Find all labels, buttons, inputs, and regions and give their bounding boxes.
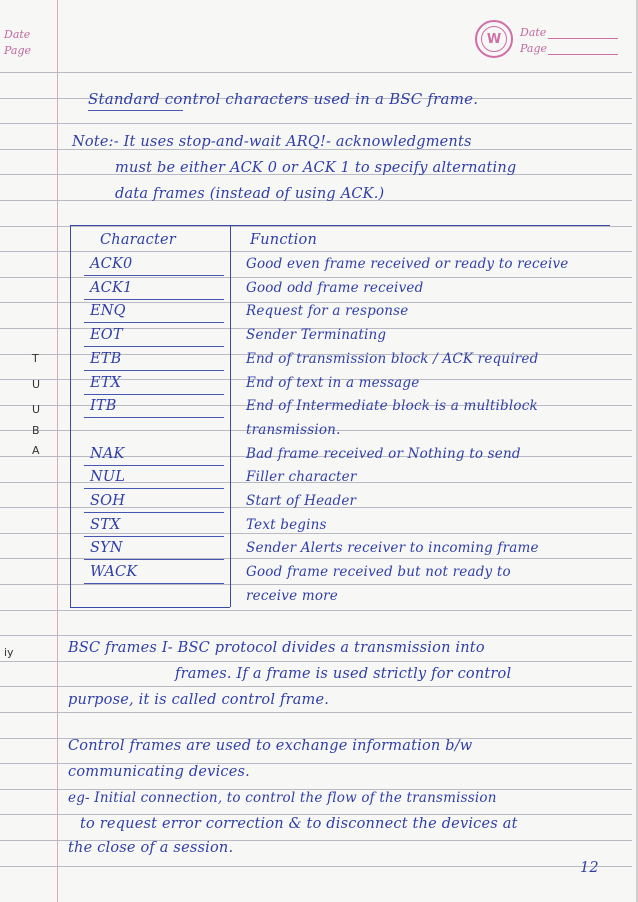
table-cell-function: transmission. — [246, 422, 341, 438]
character-row-underline — [84, 488, 224, 489]
table-top-border — [70, 225, 610, 226]
table-cell-function: End of text in a message — [246, 375, 420, 391]
table-cell-function: receive more — [246, 588, 338, 604]
table-cell-function: Good frame received but not ready to — [246, 564, 511, 580]
character-row-underline — [84, 583, 224, 584]
ruled-line — [0, 533, 632, 534]
page-heading: Standard control characters used in a BSC frame. — [88, 90, 479, 108]
character-row-underline — [84, 559, 224, 560]
table-cell-character: ETB — [90, 351, 122, 367]
table-cell-function: End of Intermediate block is a multiblock — [246, 398, 538, 414]
ruled-line — [0, 686, 632, 687]
table-cell-character: ETX — [90, 375, 122, 391]
table-cell-function: Good odd frame received — [246, 280, 424, 296]
table-bottom-border — [70, 607, 230, 608]
character-row-underline — [84, 275, 224, 276]
para2-line-4: to request error correction & to disconnect the devices at — [80, 816, 518, 832]
page-blank-line — [548, 54, 618, 55]
side-letter: U — [32, 403, 41, 416]
para2-line-2: communicating devices. — [68, 764, 250, 780]
ruled-line — [0, 72, 632, 73]
note-line-1: Note:- It uses stop-and-wait ARQ!- acknowledgments — [72, 134, 472, 150]
table-cell-character: STX — [90, 517, 121, 533]
ruled-line — [0, 712, 632, 713]
table-cell-function: Request for a response — [246, 303, 409, 319]
character-row-underline — [84, 299, 224, 300]
ruled-line — [0, 251, 632, 252]
table-cell-character: SYN — [90, 540, 123, 556]
para1-line-3: purpose, it is called control frame. — [68, 692, 330, 708]
heading-underline — [88, 110, 183, 111]
table-column-divider — [230, 225, 231, 607]
table-header-function: Function — [250, 232, 317, 248]
table-left-border — [70, 225, 71, 607]
ruled-line — [0, 584, 632, 585]
para1-line-1: BSC frames I- BSC protocol divides a transmission into — [68, 640, 485, 656]
table-cell-character: NAK — [90, 446, 125, 462]
table-cell-function: Filler character — [246, 469, 357, 485]
table-cell-character: ITB — [90, 398, 117, 414]
table-cell-character: ACK0 — [90, 256, 133, 272]
table-cell-function: Sender Alerts receiver to incoming frame — [246, 540, 539, 556]
table-cell-character: NUL — [90, 469, 126, 485]
side-letter: A — [32, 444, 40, 457]
table-cell-function: Bad frame received or Nothing to send — [246, 446, 521, 462]
page-label: Page — [520, 42, 548, 55]
table-cell-function: Start of Header — [246, 493, 357, 509]
date-blank-line — [548, 38, 618, 39]
side-mark: iy — [4, 646, 14, 659]
logo-letter: W — [481, 26, 507, 52]
margin-line — [57, 0, 58, 902]
para1-line-2: frames. If a frame is used strictly for control — [175, 666, 512, 682]
table-cell-function: Good even frame received or ready to receive — [246, 256, 569, 272]
side-letter: U — [32, 378, 41, 391]
character-row-underline — [84, 465, 224, 466]
para2-line-3: eg- Initial connection, to control the flow of the transmission — [68, 790, 497, 806]
character-row-underline — [84, 322, 224, 323]
table-cell-function: End of transmission block / ACK required — [246, 351, 539, 367]
ruled-line — [0, 814, 632, 815]
ruled-line — [0, 635, 632, 636]
para2-line-1: Control frames are used to exchange information b/w — [68, 738, 473, 754]
para2-line-5: the close of a session. — [68, 840, 234, 856]
page-number: 12 — [580, 860, 599, 876]
character-row-underline — [84, 512, 224, 513]
character-row-underline — [84, 346, 224, 347]
note-line-3: data frames (instead of using ACK.) — [115, 186, 385, 202]
table-cell-function: Text begins — [246, 517, 327, 533]
ruled-line — [0, 123, 632, 124]
ruled-line — [0, 866, 632, 867]
character-row-underline — [84, 370, 224, 371]
left-page-label: Page — [4, 44, 32, 57]
table-cell-character: EOT — [90, 327, 123, 343]
ruled-line — [0, 610, 632, 611]
note-line-2: must be either ACK 0 or ACK 1 to specify alternating — [115, 160, 517, 176]
character-row-underline — [84, 394, 224, 395]
table-cell-function: Sender Terminating — [246, 327, 387, 343]
ruled-line — [0, 277, 632, 278]
table-cell-character: WACK — [90, 564, 138, 580]
table-cell-character: SOH — [90, 493, 126, 509]
ruled-line — [0, 226, 632, 227]
left-date-label: Date — [4, 28, 31, 41]
side-letter: T — [32, 352, 39, 365]
table-cell-character: ACK1 — [90, 280, 133, 296]
table-cell-character: ENQ — [90, 303, 126, 319]
ruled-line — [0, 661, 632, 662]
character-row-underline — [84, 536, 224, 537]
side-letter: B — [32, 424, 40, 437]
brand-logo — [475, 20, 513, 58]
character-row-underline — [84, 417, 224, 418]
date-label: Date — [520, 26, 547, 39]
table-header-character: Character — [100, 232, 176, 248]
